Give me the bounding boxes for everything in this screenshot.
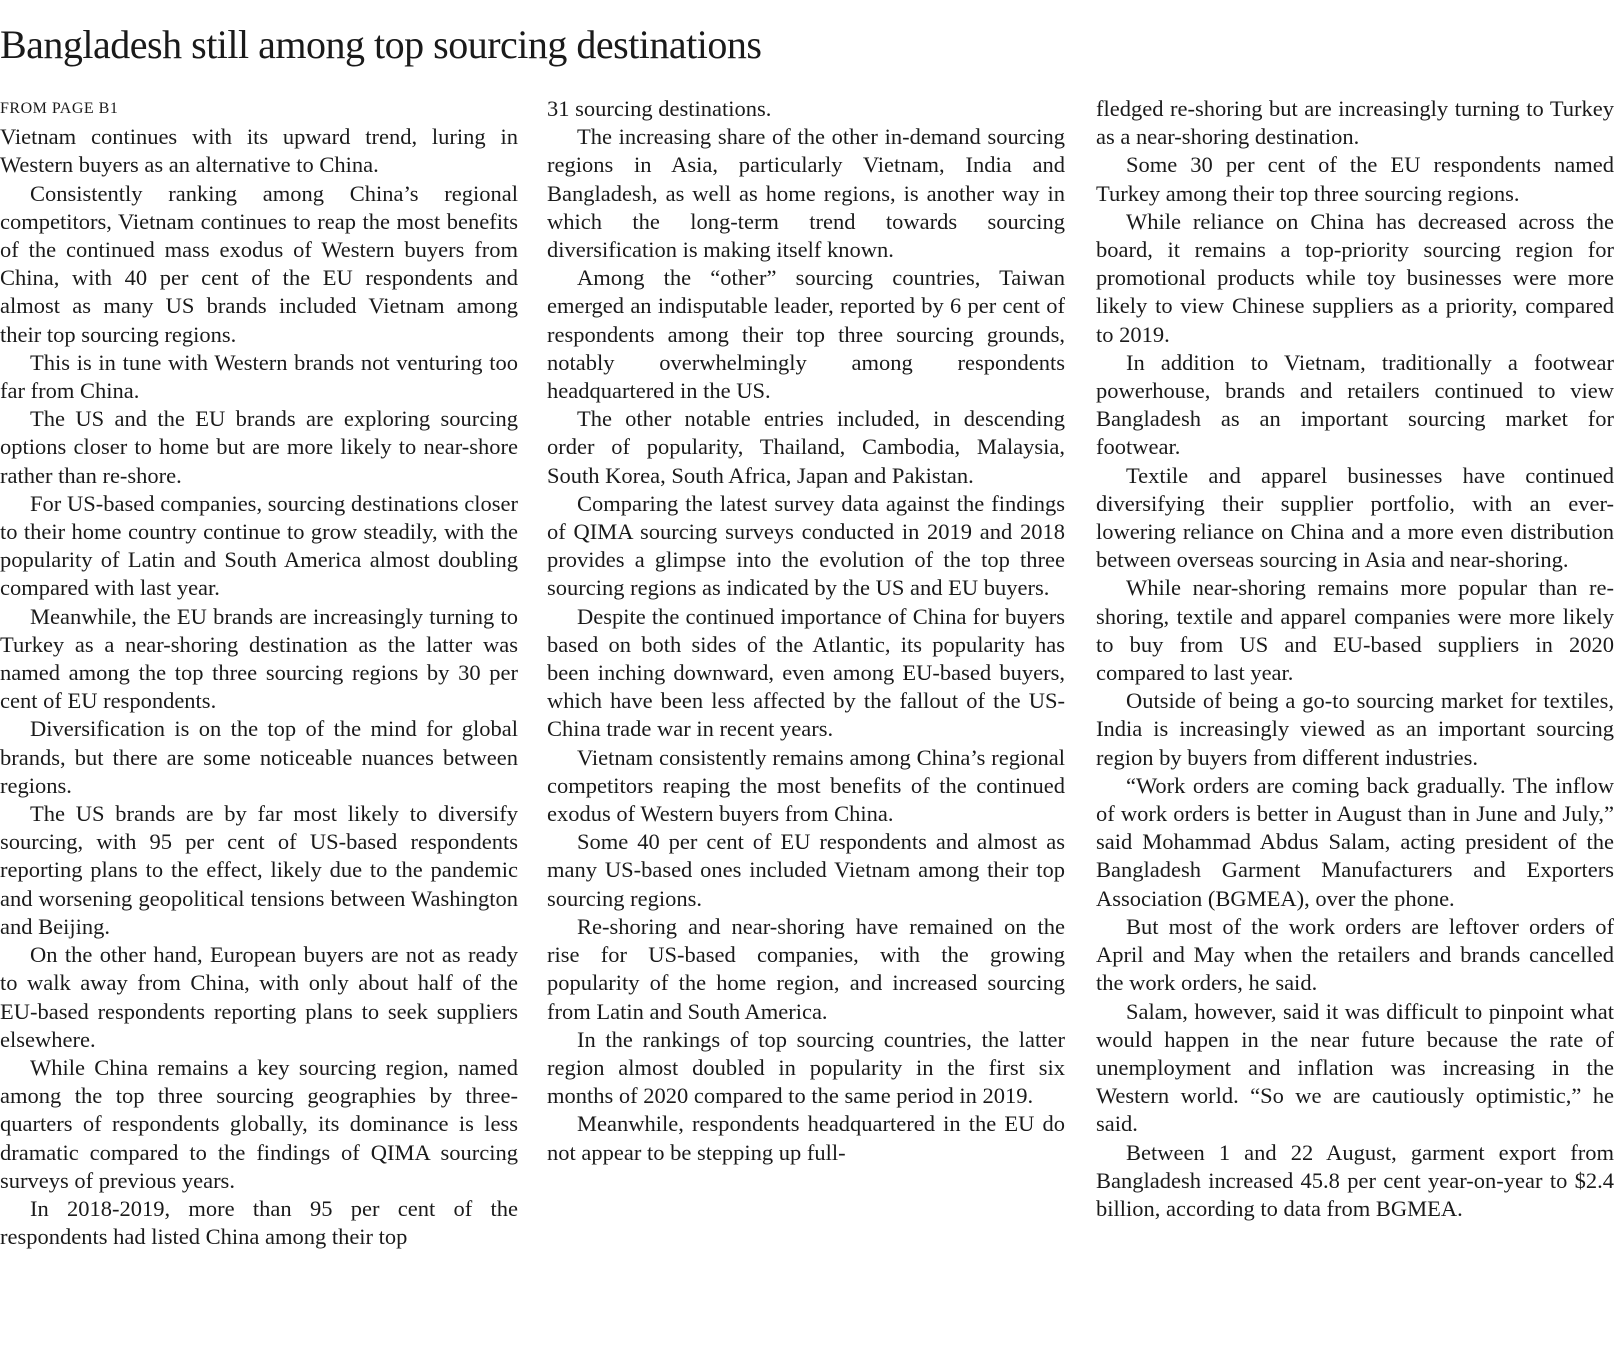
paragraph: While China remains a key sourcing region, named among the top three sourcing geographies by three-quarters of respondents globally, its dominance is less dramatic compared to the findings of QIMA sourcing surveys of previous years.: [0, 1054, 518, 1193]
paragraph: While reliance on China has decreased across the board, it remains a top-priority sourcing region for promotional products while toy businesses were more likely to view Chinese suppliers as a priority, compared to 2019.: [1096, 208, 1614, 347]
paragraph: For US-based companies, sourcing destinations closer to their home country continue to grow steadily, with the popularity of Latin and South America almost doubling compared with last year.: [0, 490, 518, 601]
paragraph: The other notable entries included, in descending order of popularity, Thailand, Cambodia, Malaysia, South Korea, South Africa, Japan and Pakistan.: [547, 406, 1065, 488]
paragraph: Vietnam continues with its upward trend, luring in Western buyers as an alternative to China.: [0, 124, 518, 178]
column-3: [1096, 95, 1614, 1357]
paragraph: Salam, however, said it was difficult to pinpoint what would happen in the near future because the rate of unemployment and inflation was increasing in the Western world. “So we are cautiously optimistic,” he said.: [1096, 998, 1614, 1137]
paragraph: Between 1 and 22 August, garment export from Bangladesh increased 45.8 per cent year-on-year to $2.4 billion, according to data from BGMEA.: [1096, 1139, 1614, 1221]
paragraph: Textile and apparel businesses have continued diversifying their supplier portfolio, with an ever-lowering reliance on China and a more even distribution between overseas sourcing in Asia and near-shoring.: [1096, 462, 1614, 573]
paragraph: The increasing share of the other in-demand sourcing regions in Asia, particularly Vietnam, India and Bangladesh, as well as home regions, is another way in which the long-term trend towards sourcing diversification is making itself known.: [547, 124, 1065, 263]
paragraph: Some 40 per cent of EU respondents and almost as many US-based ones included Vietnam among their top sourcing regions.: [547, 829, 1065, 911]
paragraph: “Work orders are coming back gradually. The inflow of work orders is better in August than in June and July,” said Mohammad Abdus Salam, acting president of the Bangladesh Garment Manufacturers and Exporters Association (BGMEA), over the phone.: [1096, 772, 1614, 911]
paragraph: Outside of being a go-to sourcing market for textiles, India is increasingly viewed as an important sourcing region by buyers from different industries.: [1096, 688, 1614, 770]
kicker: FROM PAGE B1: [0, 100, 119, 117]
paragraph: 31 sourcing destinations.: [547, 96, 772, 121]
paragraph: Meanwhile, the EU brands are increasingly turning to Turkey as a near-shoring destination as the latter was named among the top three sourcing regions by 30 per cent of EU respondents.: [0, 603, 518, 714]
paragraph: The US brands are by far most likely to diversify sourcing, with 95 per cent of US-based respondents reporting plans to the effect, likely due to the pandemic and worsening geopolitical tensions between Washington and Beijing.: [0, 801, 518, 939]
paragraph: Diversification is on the top of the mind for global brands, but there are some noticeable nuances between regions.: [0, 716, 518, 798]
paragraph: Re-shoring and near-shoring have remained on the rise for US-based companies, with the growing popularity of the home region, and increased sourcing from Latin and South America.: [547, 913, 1065, 1024]
paragraph: Despite the continued importance of China for buyers based on both sides of the Atlantic, its popularity has been inching downward, even among EU-based buyers, which have been less affected by the fallout of the US-China trade war in recent years.: [547, 603, 1065, 742]
column-2: [547, 95, 1065, 1357]
paragraph: While near-shoring remains more popular than re-shoring, textile and apparel companies were more likely to buy from US and EU-based suppliers in 2020 compared to last year.: [1096, 575, 1614, 686]
paragraph: fledged re-shoring but are increasingly turning to Turkey as a near-shoring destination.: [1096, 96, 1614, 150]
paragraph: In the rankings of top sourcing countries, the latter region almost doubled in popularity in the first six months of 2020 compared to the same period in 2019.: [547, 1026, 1065, 1109]
paragraph: Consistently ranking among China’s regional competitors, Vietnam continues to reap the most benefits of the continued mass exodus of Western buyers from China, with 40 per cent of the EU respondents and almost as many US brands included Vietnam among their top sourcing regions.: [0, 180, 518, 347]
column-1: [0, 95, 518, 1357]
paragraph: This is in tune with Western brands not venturing too far from China.: [0, 349, 518, 404]
paragraph: On the other hand, European buyers are not as ready to walk away from China, with only about half of the EU-based respondents reporting plans to seek suppliers elsewhere.: [0, 942, 518, 1052]
paragraph: Some 30 per cent of the EU respondents named Turkey among their top three sourcing regions.: [1096, 152, 1614, 206]
paragraph: But most of the work orders are leftover orders of April and May when the retailers and brands cancelled the work orders, he said.: [1096, 913, 1614, 996]
headline: Bangladesh still among top sourcing destinations: [0, 22, 762, 67]
paragraph: Comparing the latest survey data against the findings of QIMA sourcing surveys conducted in 2019 and 2018 provides a glimpse into the evolution of the top three sourcing regions as indicated by the US and EU buyers.: [547, 490, 1065, 601]
paragraph: In 2018-2019, more than 95 per cent of the respondents had listed China among their top: [0, 1195, 518, 1250]
paragraph: In addition to Vietnam, traditionally a footwear powerhouse, brands and retailers continued to view Bangladesh as an important sourcing market for footwear.: [1096, 349, 1614, 460]
paragraph: Vietnam consistently remains among China’s regional competitors reaping the most benefits of the continued exodus of Western buyers from China.: [547, 744, 1065, 827]
paragraph: Among the “other” sourcing countries, Taiwan emerged an indisputable leader, reported by 6 per cent of respondents among their top three sourcing grounds, notably overwhelmingly among respondents headquartered in the US.: [547, 265, 1065, 404]
paragraph: Meanwhile, respondents headquartered in the EU do not appear to be stepping up full-: [547, 1111, 1065, 1165]
paragraph: The US and the EU brands are exploring sourcing options closer to home but are more likely to near-shore rather than re-shore.: [0, 406, 518, 488]
